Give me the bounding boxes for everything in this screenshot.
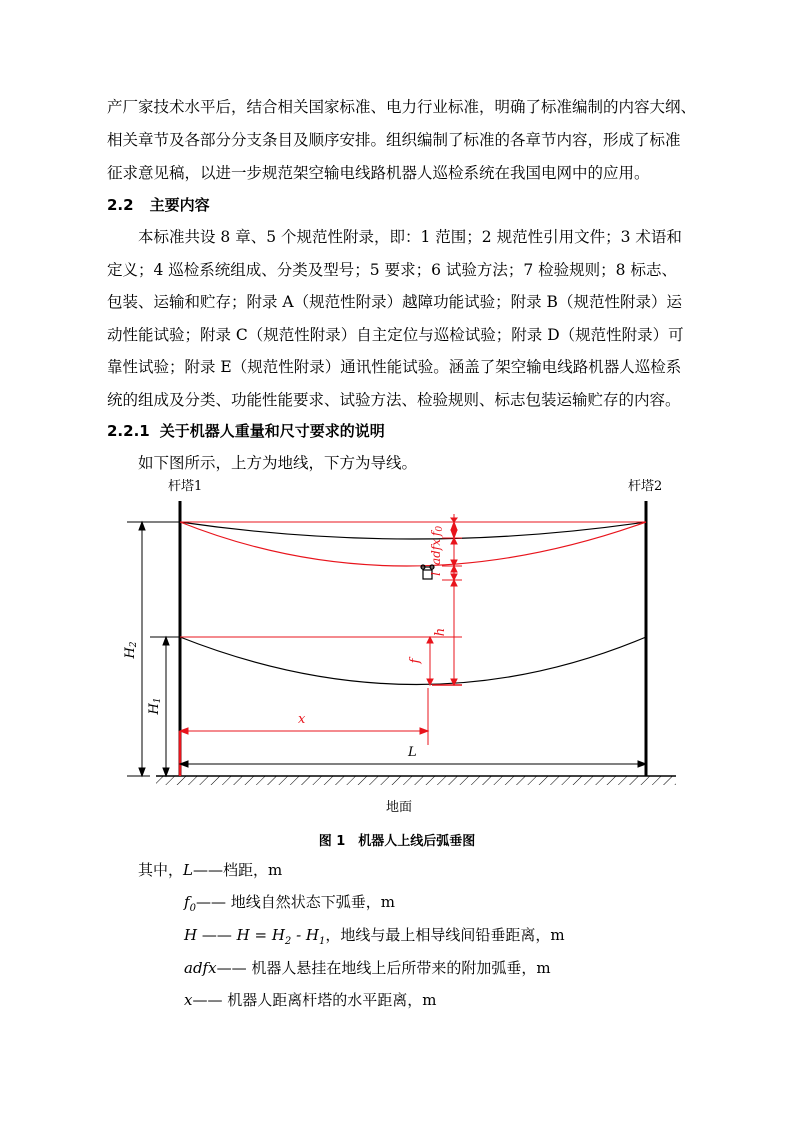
label-f: f: [408, 658, 423, 664]
x-dimension: [180, 688, 428, 776]
legend-text: 机器人距离杆塔的水平距离，m: [222, 991, 437, 1009]
paragraph-line: 靠性试验；附录 E（规范性附录）通讯性能试验。涵盖了架空输电线路机器人巡检系: [107, 358, 682, 376]
label-x: x: [298, 712, 306, 727]
paragraph-line: 定义；4 巡检系统组成、分类及型号；5 要求；6 试验方法；7 检验规则；8 标志、: [107, 261, 677, 279]
label-f0: f0: [429, 525, 445, 537]
robot-icon: [421, 565, 434, 579]
legend-text: 地线自然状态下弧垂，m: [225, 893, 395, 911]
legend-symbol: adfx: [184, 959, 217, 977]
legend-line: [184, 989, 436, 1010]
conductor-line: [180, 637, 646, 685]
ground-label: 地面: [386, 800, 413, 815]
section-title: 主要内容: [149, 196, 210, 214]
section-heading-2-2-1: [107, 421, 794, 441]
legend-line: [184, 891, 395, 914]
H-dimensions: [127, 522, 180, 776]
legend-symbol: H: [184, 926, 198, 944]
ground-hatch: [156, 776, 676, 785]
figure-intro-text: 如下图所示，上方为地线，下方为导线。: [138, 454, 418, 472]
label-H2: H2: [123, 641, 139, 659]
figure-caption: 图 1 机器人上线后弧垂图: [318, 834, 476, 849]
legend-line: [184, 957, 551, 978]
paragraph-line: 相关章节及各部分分支条目及顺序安排。组织编制了标准的各章节内容，形成了标准: [107, 131, 681, 149]
section-heading-2-2: [107, 195, 794, 215]
legend-dash: ——: [192, 861, 223, 879]
legend-text: 机器人悬挂在地线上后所带来的附加弧垂，m: [246, 959, 551, 977]
L-dimension: [180, 761, 646, 767]
legend-dash: ——: [216, 959, 247, 977]
label-L: L: [408, 745, 417, 760]
legend-text: 档距，m: [222, 861, 283, 879]
legend-symbol: L: [183, 861, 193, 879]
legend-lead: 其中，: [138, 861, 184, 879]
paragraph-line: 统的组成及分类、功能性能要求、试验方法、检验规则、标志包装运输贮存的内容。: [107, 391, 681, 409]
section-title: 关于机器人重量和尺寸要求的说明: [159, 422, 385, 440]
paragraph-line: 本标准共设 8 章、5 个规范性附录，即：1 范围；2 规范性引用文件；3 术语和: [138, 228, 682, 246]
label-h: h: [433, 627, 448, 637]
legend-line: [138, 859, 282, 880]
paragraph-line: 动性能试验；附录 C（规范性附录）自主定位与巡检试验；附录 D（规范性附录）可: [107, 326, 684, 344]
legend-text: ，地线与最上相导线间铅垂距离，m: [325, 926, 565, 944]
legend-dash: ——: [195, 893, 226, 911]
paragraph-line: 产厂家技术水平后，结合相关国家标准、电力行业标准，明确了标准编制的内容大纲、: [107, 98, 697, 116]
tower2-label: 杆塔2: [628, 479, 663, 494]
legend-dash: ——: [197, 926, 237, 944]
section-number: 2.2.1: [107, 422, 150, 440]
paragraph-line: 包装、运输和贮存；附录 A（规范性附录）越障功能试验；附录 B（规范性附录）运: [107, 293, 682, 311]
legend-symbol: x: [184, 991, 193, 1009]
legend-symbol: $f_0$: [184, 893, 196, 914]
label-H1: H1: [147, 697, 163, 715]
label-l: l: [429, 572, 443, 576]
section-number: 2.2: [107, 196, 134, 214]
legend-formula: $H = H_2 - H_1$: [236, 926, 326, 947]
legend-line: [184, 924, 565, 947]
vertical-dimensions: [427, 514, 457, 685]
legend-dash: ——: [192, 991, 223, 1009]
paragraph-line: 征求意见稿，以进一步规范架空输电线路机器人巡检系统在我国电网中的应用。: [107, 164, 650, 182]
label-adfx: adfx: [429, 538, 443, 566]
tower1-label: 杆塔1: [168, 479, 203, 494]
earth-wire-natural: [180, 522, 646, 539]
earth-wire-with-robot: [180, 522, 646, 566]
